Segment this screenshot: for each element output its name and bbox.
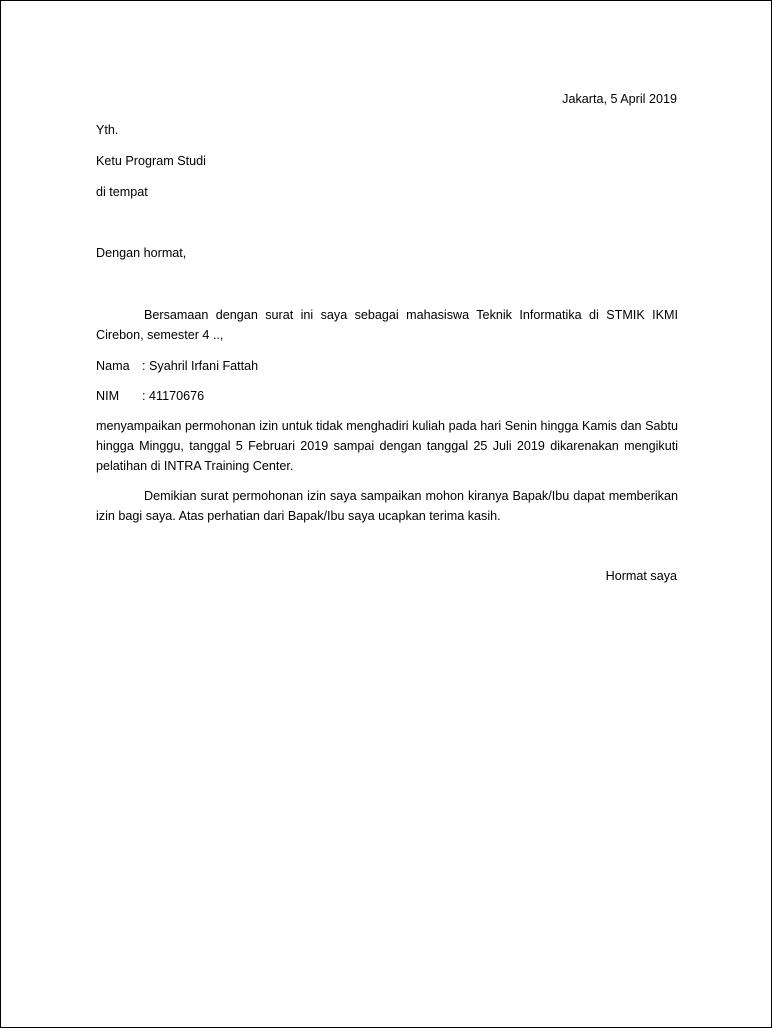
request-paragraph: menyampaikan permohonan izin untuk tidak menghadiri kuliah pada hari Senin hingga Kamis dan Sabtu hingga Minggu, tanggal 5 Februari 2019 sampai dengan tanggal 25 Juli 2019 dikarenakan mengikuti pelatihan di INTRA Training Center. [96,419,678,473]
name-field [96,357,258,375]
closing-text: Demikian surat permohonan izin saya sampaikan mohon kiranya Bapak/Ibu dapat memberikan izin bagi saya. Atas perhatian dari Bapak/Ibu saya ucapkan terima kasih. [96,489,678,523]
nim-field [96,387,204,405]
intro-text: Bersamaan dengan surat ini saya sebagai mahasiswa Teknik Informatika di STMIK IKMI Cirebon, semester 4 .., [96,308,678,342]
name-value: : Syahril Irfani Fattah [142,359,259,373]
intro-paragraph [96,305,678,345]
letter-date: Jakarta, 5 April 2019 [562,92,677,106]
name-label: Nama [96,359,130,373]
nim-label: NIM [96,389,120,403]
addressee-place: di tempat [96,185,148,199]
closing-paragraph [96,486,678,526]
salutation: Dengan hormat, [96,246,187,260]
greeting-to: Yth. [96,123,119,137]
addressee: Ketu Program Studi [96,154,206,168]
nim-value: : 41170676 [142,389,205,403]
sign-off: Hormat saya [605,569,677,583]
